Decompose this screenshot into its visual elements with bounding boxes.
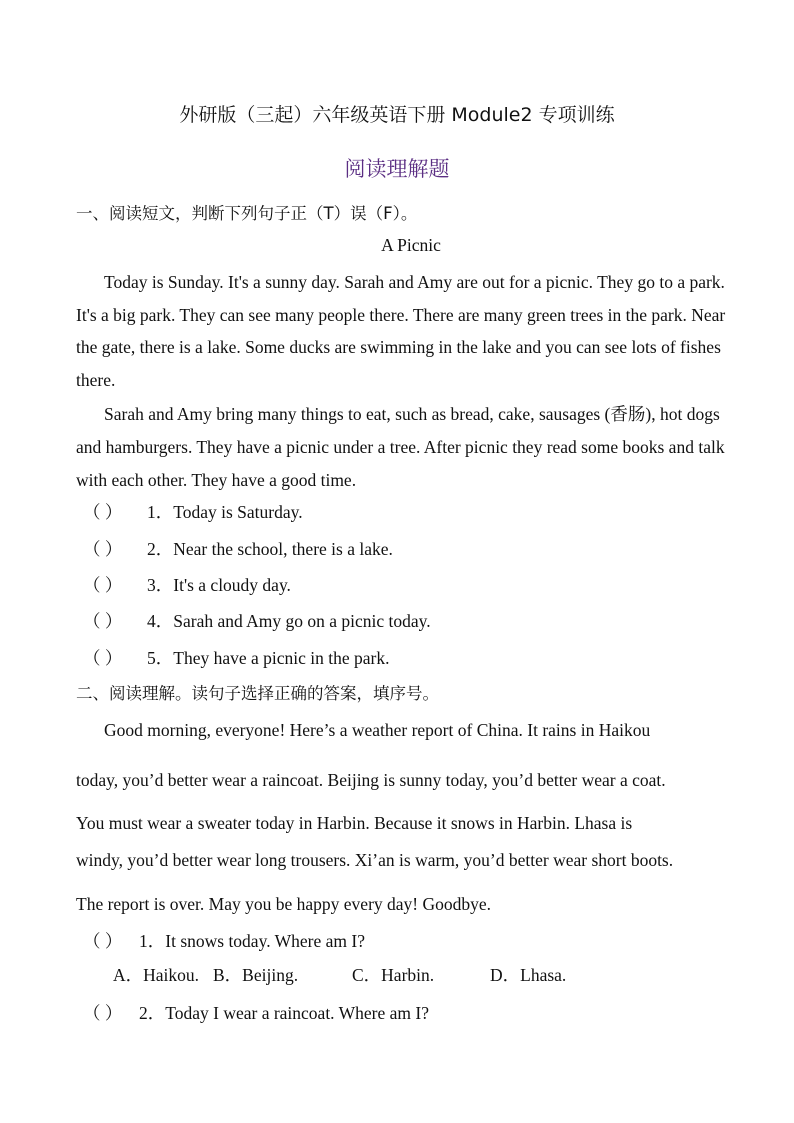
s2-question-1-options [113, 962, 566, 987]
answer-blank[interactable]: （ ） [83, 1003, 123, 1023]
question-text: 1．It snows today. Where am I? [139, 931, 365, 951]
answer-blank[interactable]: （ ） [83, 502, 123, 522]
option-a[interactable]: A．Haikou. [113, 965, 200, 985]
answer-blank[interactable]: （ ） [83, 931, 123, 951]
section-2-heading: 二、阅读理解。读句子选择正确的答案，填序号。 [76, 684, 439, 703]
paragraph-text: Sarah and Amy bring many things to eat, such as bread, cake, sausages (香肠), hot dogs and hamburgers. They have a picnic under a tree. After picnic they read some books and talk with each other. They have a good time. [76, 404, 725, 490]
answer-blank[interactable]: （ ） [83, 539, 123, 559]
option-c[interactable]: C．Harbin. [352, 965, 435, 985]
question-text: 3．It's a cloudy day. [147, 575, 291, 595]
s1-question-3 [83, 572, 291, 597]
report-line-4: windy, you’d better wear long trousers. Xi’an is warm, you’d better wear short boots. [76, 850, 674, 870]
answer-blank[interactable]: （ ） [83, 611, 123, 631]
report-line-5: The report is over. May you be happy every day! Goodbye. [76, 894, 492, 914]
s1-question-5 [83, 645, 389, 670]
answer-blank[interactable]: （ ） [83, 575, 123, 595]
report-line-1: Good morning, everyone! Here’s a weather report of China. It rains in Haikou [104, 720, 651, 740]
question-text: 2．Today I wear a raincoat. Where am I? [139, 1003, 429, 1023]
document-title: 外研版（三起）六年级英语下册 Module2 专项训练 [179, 104, 615, 126]
s2-question-2 [83, 1000, 429, 1025]
s1-question-4 [83, 608, 431, 633]
answer-blank[interactable]: （ ） [83, 648, 123, 668]
section-1-heading: 一、阅读短文，判断下列句子正（T）误（F）。 [76, 204, 418, 223]
s1-question-1 [83, 499, 303, 524]
question-text: 1．Today is Saturday. [147, 502, 303, 522]
passage-title: A Picnic [381, 235, 441, 255]
s2-question-1 [83, 928, 365, 953]
question-text: 5．They have a picnic in the park. [147, 648, 390, 668]
document-subtitle: 阅读理解题 [344, 157, 450, 181]
question-text: 2．Near the school, there is a lake. [147, 539, 393, 559]
paragraph-text: Today is Sunday. It's a sunny day. Sarah and Amy are out for a picnic. They go to a park. It's a big park. They can see many people there. There are many green trees in the park. Near the gate, there is a lake. Some ducks are swimming in the lake and you can see lots of fishes there. [76, 272, 726, 390]
option-d[interactable]: D．Lhasa. [490, 965, 567, 985]
s1-question-2 [83, 536, 393, 561]
option-b[interactable]: B．Beijing. [213, 965, 299, 985]
passage-paragraph-1 [76, 266, 726, 396]
report-line-2: today, you’d better wear a raincoat. Beijing is sunny today, you’d better wear a coat. [76, 770, 666, 790]
report-line-3: You must wear a sweater today in Harbin. Because it snows in Harbin. Lhasa is [76, 813, 633, 833]
question-text: 4．Sarah and Amy go on a picnic today. [147, 611, 431, 631]
passage-paragraph-2 [76, 398, 726, 497]
